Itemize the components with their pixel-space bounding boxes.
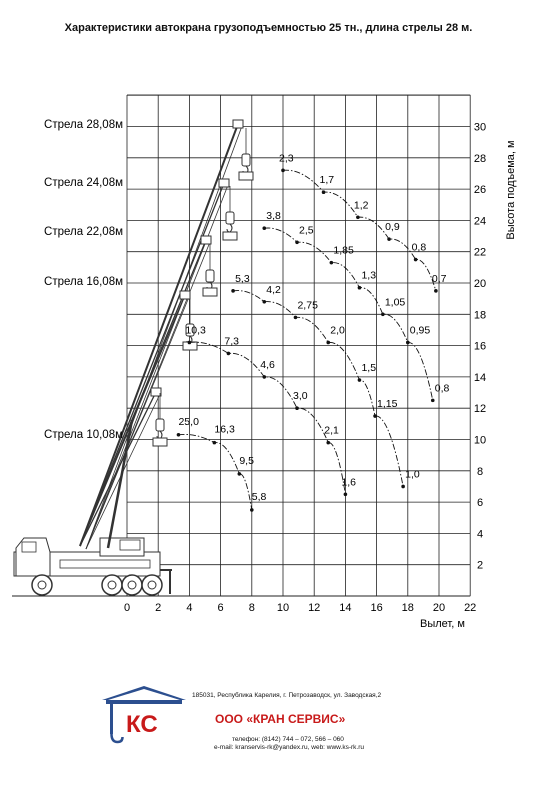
load-point — [401, 485, 405, 489]
load-value-label: 2,3 — [279, 152, 294, 165]
company-address: 185031, Республика Карелия, г. Петрозаводск, ул. Заводская,2 — [192, 692, 382, 699]
load-block — [239, 172, 253, 180]
load-point — [344, 492, 348, 496]
load-point — [373, 414, 377, 418]
axis-ticks — [124, 122, 486, 615]
chart-grid — [12, 95, 470, 596]
x-tick-label: 12 — [308, 602, 321, 614]
crane-cabin — [100, 538, 144, 556]
load-value-label: 1,5 — [361, 362, 377, 375]
load-value-label: 5,3 — [235, 272, 250, 285]
y-tick-label: 28 — [473, 152, 487, 165]
load-value-label: 1,0 — [405, 468, 420, 481]
y-tick-label: 6 — [476, 497, 484, 510]
load-value-label: 1,7 — [319, 174, 335, 187]
load-point — [294, 316, 298, 320]
truck-wheel — [122, 575, 142, 595]
load-point — [231, 289, 235, 293]
x-tick-label: 10 — [276, 602, 290, 614]
load-curve — [233, 291, 403, 487]
boom-label: Стрела 28,08м — [44, 119, 123, 131]
load-curves — [177, 152, 450, 511]
load-value-label: 2,1 — [324, 424, 339, 437]
x-tick-label: 20 — [432, 602, 446, 614]
load-point — [238, 472, 242, 476]
load-value-label: 2,0 — [330, 324, 345, 337]
load-point — [434, 289, 438, 293]
load-point — [326, 341, 330, 345]
load-value-label: 0,95 — [409, 324, 431, 337]
boom — [80, 392, 156, 546]
load-value-label: 1,85 — [333, 244, 354, 257]
load-value-label: 1,6 — [341, 476, 357, 489]
truck-wheel — [142, 575, 162, 595]
truck-cab — [16, 538, 50, 576]
load-value-label: 0,8 — [411, 241, 427, 254]
x-tick-label: 4 — [186, 602, 193, 614]
load-point — [431, 399, 435, 403]
boom-label: Стрела 10,08м — [44, 429, 123, 441]
company-contacts: e-mail: kranservis-rk@yandex.ru, web: www.ks-rk.ru — [214, 744, 364, 751]
load-value-label: 10,3 — [185, 324, 206, 337]
x-tick-label: 14 — [339, 602, 352, 614]
crane-illustration — [14, 120, 253, 595]
load-value-label: 1,05 — [384, 296, 406, 309]
boom-head — [233, 120, 243, 128]
x-tick-label: 22 — [464, 602, 477, 614]
load-block — [203, 288, 217, 296]
y-tick-label: 24 — [473, 215, 487, 228]
load-value-label: 9,5 — [239, 454, 254, 467]
load-value-label: 1,3 — [361, 269, 377, 282]
load-value-label: 2,75 — [297, 299, 318, 312]
kran-servis-logo — [100, 684, 188, 756]
boom-label: Стрела 24,08м — [44, 177, 123, 189]
load-point — [227, 352, 231, 356]
load-point — [188, 341, 192, 345]
load-value-label: 1,15 — [377, 398, 398, 411]
load-point — [358, 286, 362, 290]
load-point — [262, 375, 266, 379]
load-value-label: 1,2 — [353, 199, 369, 212]
hook-block — [242, 154, 250, 166]
company-phone: телефон: (8142) 744 – 072, 566 – 060 — [232, 736, 344, 743]
load-value-label: 2,5 — [299, 224, 314, 237]
load-value-label: 5,8 — [251, 490, 267, 503]
load-point — [358, 378, 362, 382]
load-point — [326, 441, 330, 445]
load-block — [223, 232, 237, 240]
hook-block — [156, 419, 164, 431]
logo-text: КС — [126, 711, 158, 738]
load-value-label: 16,3 — [214, 423, 235, 436]
y-tick-label: 18 — [473, 309, 487, 322]
company-name: ООО «КРАН СЕРВИС» — [215, 712, 346, 726]
boom-head — [180, 291, 190, 299]
y-tick-label: 4 — [476, 528, 484, 541]
load-value-label: 7,3 — [224, 335, 240, 348]
x-tick-label: 16 — [370, 602, 383, 614]
load-point — [177, 433, 181, 437]
x-tick-label: 8 — [248, 602, 255, 614]
x-tick-label: 18 — [401, 602, 414, 614]
load-value-label: 0,9 — [385, 221, 400, 234]
load-point — [295, 406, 299, 410]
hook — [227, 224, 232, 232]
load-point — [213, 441, 217, 445]
load-value-label: 0,8 — [434, 382, 450, 395]
truck-wheel — [102, 575, 122, 595]
load-value-label: 4,6 — [260, 358, 275, 371]
y-tick-label: 8 — [476, 465, 484, 478]
load-block — [153, 438, 167, 446]
load-value-label: 0,7 — [431, 272, 447, 285]
y-tick-label: 30 — [473, 121, 487, 134]
boom-label: Стрела 16,08м — [44, 276, 123, 288]
y-tick-label: 26 — [473, 184, 487, 197]
x-tick-label: 6 — [217, 602, 224, 614]
y-axis-label: Высота подъема, м — [505, 140, 517, 240]
y-tick-label: 20 — [473, 278, 487, 290]
load-value-label: 4,2 — [266, 283, 281, 296]
truck-frame — [60, 560, 150, 568]
y-tick-label: 10 — [473, 434, 487, 447]
load-point — [330, 261, 334, 265]
hook-block — [226, 212, 234, 224]
page-title: Характеристики автокрана грузоподъемностью 25 тн., длина стрелы 28 м. — [64, 22, 473, 34]
boom-edge — [86, 297, 189, 549]
boom-head — [151, 388, 161, 396]
y-tick-label: 16 — [473, 340, 487, 353]
load-value-label: 3,8 — [266, 210, 281, 223]
load-point — [406, 341, 410, 345]
y-tick-label: 12 — [473, 403, 487, 416]
load-point — [262, 226, 266, 230]
load-point — [262, 300, 266, 304]
load-point — [322, 190, 326, 194]
boom-label: Стрела 22,08м — [44, 226, 123, 238]
load-value-label: 25,0 — [178, 415, 199, 428]
load-point — [281, 169, 285, 173]
load-point — [414, 258, 418, 262]
y-tick-label: 22 — [473, 246, 487, 259]
x-axis-label: Вылет, м — [420, 618, 465, 630]
load-point — [295, 241, 299, 245]
load-value-label: 3,0 — [293, 390, 308, 403]
y-tick-label: 2 — [476, 559, 484, 572]
boom-head — [219, 179, 229, 187]
load-point — [387, 237, 391, 241]
load-point — [250, 508, 254, 512]
x-tick-label: 0 — [123, 602, 131, 614]
y-tick-label: 14 — [473, 371, 487, 384]
load-point — [381, 313, 385, 317]
x-tick-label: 2 — [155, 602, 162, 614]
load-point — [356, 215, 360, 219]
boom-head — [201, 236, 211, 244]
truck-wheel — [32, 575, 52, 595]
hook-block — [206, 270, 214, 282]
boom-labels — [44, 119, 123, 441]
